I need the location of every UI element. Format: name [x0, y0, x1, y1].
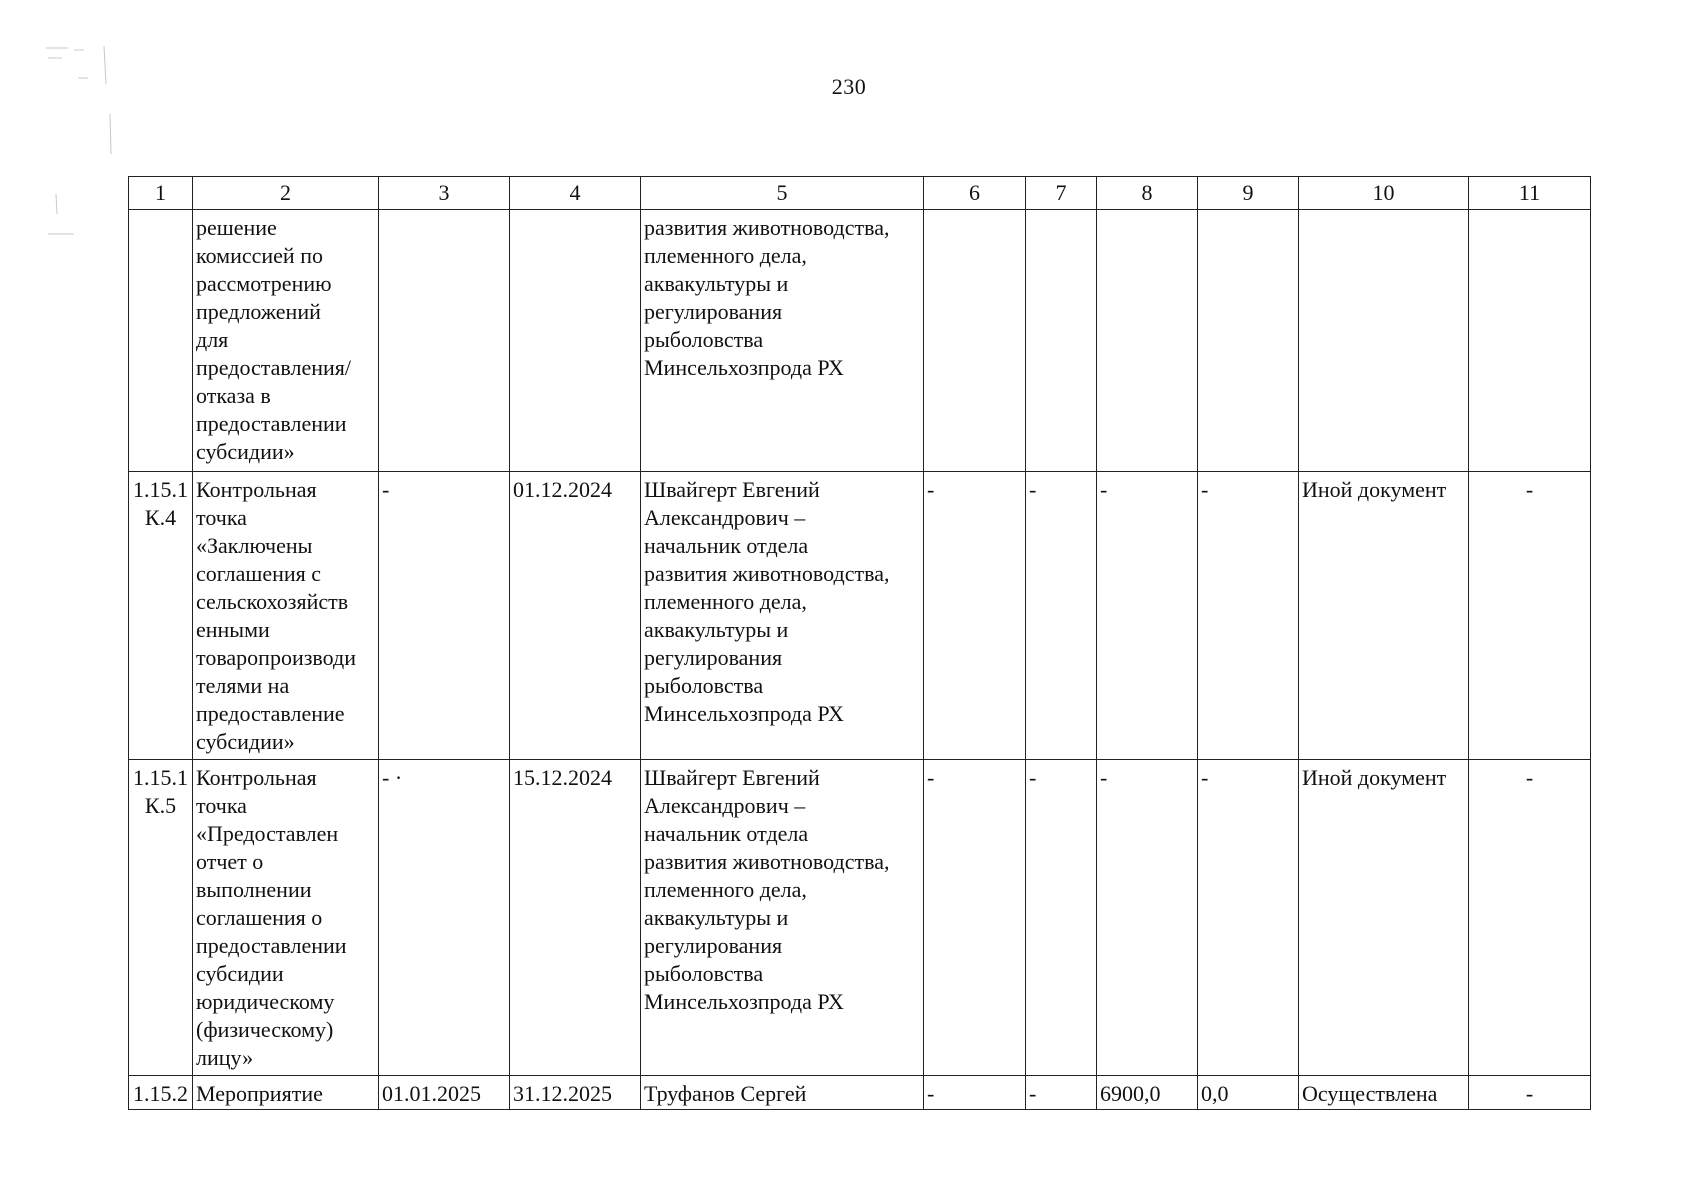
cell-start-date: -: [379, 472, 510, 760]
column-header-10: 10: [1299, 177, 1469, 210]
cell-col6: -: [924, 1076, 1026, 1110]
column-header-2: 2: [193, 177, 379, 210]
cell-start-date: 01.01.2025: [379, 1076, 510, 1110]
cell-name: Мероприятие: [193, 1076, 379, 1110]
cell-col9: -: [1198, 472, 1299, 760]
cell-name: решение комиссией по рассмотрению предложений для предоставления/ отказа в предоставлении субсидии»: [193, 210, 379, 472]
table-row: [129, 760, 1591, 1076]
table-row: [129, 1076, 1591, 1110]
cell-document-type: Осуществлена: [1299, 1076, 1469, 1110]
column-header-5: 5: [641, 177, 924, 210]
cell-col11: -: [1469, 472, 1591, 760]
cell-end-date: 15.12.2024: [510, 760, 641, 1076]
column-header-7: 7: [1026, 177, 1097, 210]
cell-end-date: [510, 210, 641, 472]
cell-col8: [1097, 210, 1198, 472]
cell-col7: -: [1026, 1076, 1097, 1110]
cell-name: Контрольная точка «Заключены соглашения с сельскохозяйств енными товаропроизводи телями на предоставление субсидии»: [193, 472, 379, 760]
cell-col6: -: [924, 760, 1026, 1076]
page-number: 230: [831, 74, 867, 99]
cell-col8: -: [1097, 472, 1198, 760]
cell-col6: -: [924, 472, 1026, 760]
column-header-1: 1: [129, 177, 193, 210]
cell-end-date: 31.12.2025: [510, 1076, 641, 1110]
cell-col8: -: [1097, 760, 1198, 1076]
cell-start-date: - ·: [379, 760, 510, 1076]
column-header-8: 8: [1097, 177, 1198, 210]
header-row: [129, 177, 1591, 210]
cell-col7: -: [1026, 472, 1097, 760]
cell-start-date: [379, 210, 510, 472]
cell-responsible: Швайгерт Евгений Александрович – начальник отдела развития животноводства, племенного дела, аквакультуры и регулирования рыболовства Минсельхозпрода РХ: [641, 472, 924, 760]
cell-document-type: Иной документ: [1299, 760, 1469, 1076]
column-header-3: 3: [379, 177, 510, 210]
schedule-table: [128, 176, 1591, 1110]
cell-end-date: 01.12.2024: [510, 472, 641, 760]
cell-document-type: [1299, 210, 1469, 472]
cell-col7: [1026, 210, 1097, 472]
cell-responsible: Труфанов Сергей: [641, 1076, 924, 1110]
cell-number: 1.15.1 К.4: [129, 472, 193, 760]
cell-col11: [1469, 210, 1591, 472]
cell-number: 1.15.2: [129, 1076, 193, 1110]
cell-number: [129, 210, 193, 472]
column-header-6: 6: [924, 177, 1026, 210]
cell-col9: 0,0: [1198, 1076, 1299, 1110]
table-row: [129, 472, 1591, 760]
table-row: [129, 210, 1591, 472]
cell-col11: -: [1469, 1076, 1591, 1110]
cell-responsible: Швайгерт Евгений Александрович – начальник отдела развития животноводства, племенного дела, аквакультуры и регулирования рыболовства Минсельхозпрода РХ: [641, 760, 924, 1076]
column-header-4: 4: [510, 177, 641, 210]
cell-col8: 6900,0: [1097, 1076, 1198, 1110]
column-header-11: 11: [1469, 177, 1591, 210]
cell-document-type: Иной документ: [1299, 472, 1469, 760]
column-header-9: 9: [1198, 177, 1299, 210]
cell-col7: -: [1026, 760, 1097, 1076]
cell-col6: [924, 210, 1026, 472]
cell-responsible: развития животноводства, племенного дела, аквакультуры и регулирования рыболовства Минсельхозпрода РХ: [641, 210, 924, 472]
cell-col11: -: [1469, 760, 1591, 1076]
cell-col9: -: [1198, 760, 1299, 1076]
cell-number: 1.15.1 К.5: [129, 760, 193, 1076]
cell-name: Контрольная точка «Предоставлен отчет о выполнении соглашения о предоставлении субсидии юридическому (физическому) лицу»: [193, 760, 379, 1076]
cell-col9: [1198, 210, 1299, 472]
